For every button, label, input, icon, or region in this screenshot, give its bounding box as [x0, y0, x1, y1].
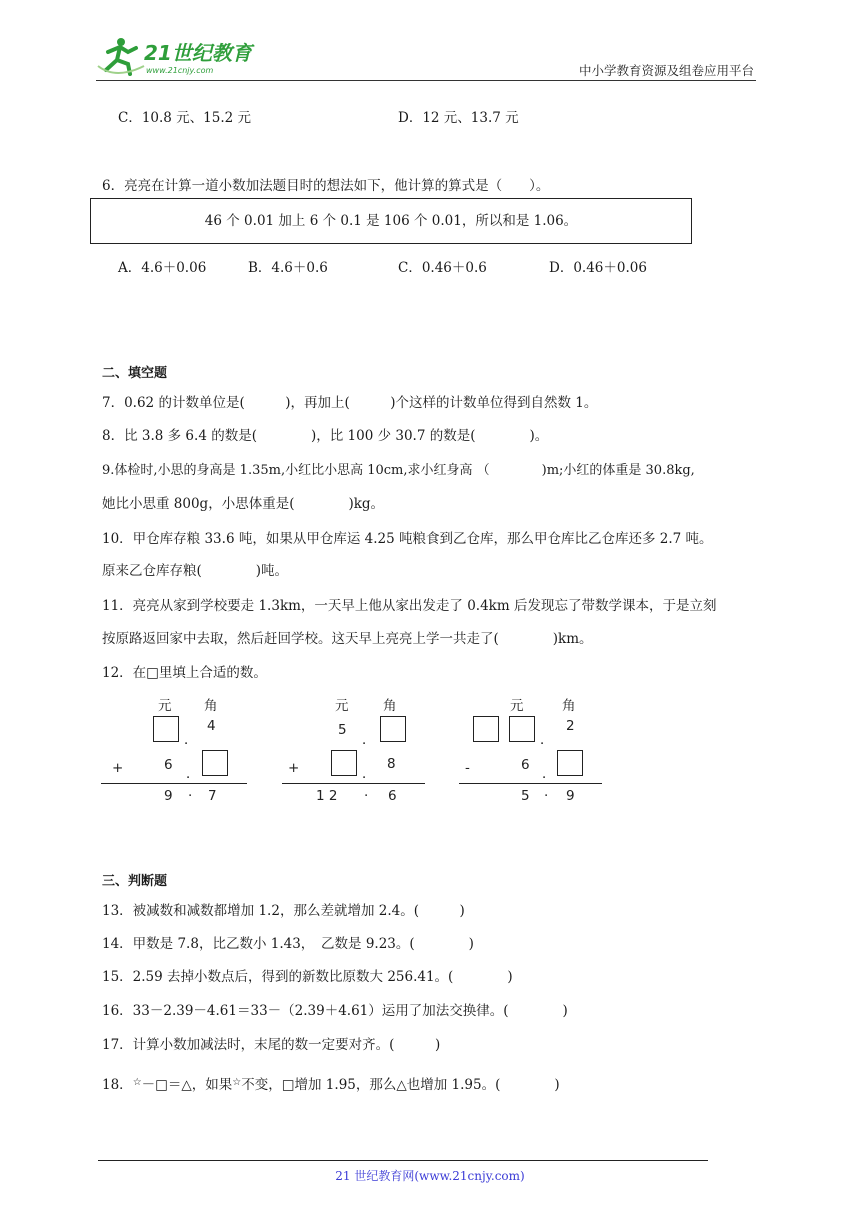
- calc2-top-int: 5: [338, 722, 347, 738]
- calc2-operator: +: [288, 760, 300, 776]
- header-divider: [96, 80, 756, 81]
- calc3-yuan-label: 元: [510, 698, 524, 714]
- q14-text: 14．甲数是 7.8，比乙数小 1.43， 乙数是 9.23。( ): [102, 936, 474, 952]
- q5-option-d: D．12 元、13.7 元: [398, 110, 519, 126]
- site-logo: [96, 36, 266, 78]
- calc1-dot-top: ．: [184, 732, 198, 748]
- calc3-result-int: 5: [521, 788, 530, 804]
- q6-option-d: D．0.46＋0.06: [549, 260, 647, 276]
- calc3-mid-digit: 6: [521, 757, 530, 773]
- q13-text: 13．被减数和减数都增加 1.2，那么差就增加 2.4。( ): [102, 903, 465, 919]
- q10-text-line2: 原来乙仓库存粮( )吨。: [102, 563, 289, 579]
- q11-text-line1: 11．亮亮从家到学校要走 1.3km，一天早上他从家出发走了 0.4km 后发现忘了带数学课本，于是立刻: [102, 598, 717, 614]
- footer-link[interactable]: 21 世纪教育网(www.21cnjy.com): [335, 1169, 525, 1183]
- calc2-result-dec: 6: [388, 788, 397, 804]
- q6-option-b: B．4.6＋0.6: [248, 260, 328, 276]
- calc2-blank-box-top[interactable]: [380, 716, 406, 742]
- q12-text: 12．在□里填上合适的数。: [102, 665, 267, 681]
- star-icon: ☆: [232, 1077, 242, 1088]
- q11-text-line2: 按原路返回家中去取，然后赶回学校。这天早上亮亮上学一共走了( )km。: [102, 631, 593, 647]
- q6-thought-text: 46 个 0.01 加上 6 个 0.1 是 106 个 0.01，所以和是 1.06。: [204, 213, 578, 229]
- calc2-result-dot: ·: [364, 788, 369, 804]
- q9-text-line1: 9.体检时,小思的身高是 1.35m,小红比小思高 10cm,求小红身高 （ )m;小红的体重是 30.8kg,: [102, 463, 695, 478]
- calc2-result-int: 1 2: [316, 788, 338, 804]
- q7-text: 7．0.62 的计数单位是( )，再加上( )个这样的计数单位得到自然数 1。: [102, 395, 598, 411]
- calc1-result-int: 9: [164, 788, 173, 804]
- calc3-result-dec: 9: [566, 788, 575, 804]
- calc2-dot-mid: ．: [362, 766, 376, 782]
- q16-text: 16．33－2.39－4.61＝33－（2.39＋4.61）运用了加法交换律。( ): [102, 1003, 568, 1019]
- calc1-sum-line: [101, 783, 247, 784]
- q6-stem: 6．亮亮在计算一道小数加法题目时的想法如下，他计算的算式是（ ）。: [102, 178, 550, 194]
- platform-label: 中小学教育资源及组卷应用平台: [578, 63, 754, 78]
- calc2-dot-top: ．: [362, 732, 376, 748]
- q18-number: 18．: [102, 1077, 133, 1093]
- q10-text-line1: 10．甲仓库存粮 33.6 吨，如果从甲仓库运 4.25 吨粮食到乙仓库，那么甲仓库比乙仓库还多 2.7 吨。: [102, 531, 713, 547]
- calc1-result-dot: ·: [188, 788, 193, 804]
- calc2-sum-line: [282, 783, 425, 784]
- calc1-top-decimal: 4: [207, 718, 216, 734]
- calc3-operator: -: [465, 760, 470, 776]
- svg-text:21世纪教育: 21世纪教育: [144, 41, 252, 65]
- calc1-blank-box-top[interactable]: [153, 716, 179, 742]
- q18-part-b: 不变，□增加 1.95，那么△也增加 1.95。( ): [241, 1077, 560, 1093]
- star-icon: ☆: [132, 1077, 142, 1088]
- calc1-yuan-label: 元: [158, 698, 172, 714]
- calc1-operator: +: [112, 760, 124, 776]
- q8-text: 8．比 3.8 多 6.4 的数是( )，比 100 少 30.7 的数是( )。: [102, 428, 549, 444]
- q6-option-a: A．4.6＋0.06: [118, 260, 207, 276]
- calc3-blank-box-tens[interactable]: [473, 716, 499, 742]
- q17-text: 17．计算小数加减法时，末尾的数一定要对齐。( ): [102, 1037, 441, 1053]
- calc1-blank-box-mid[interactable]: [202, 750, 228, 776]
- q9-text-line2: 她比小思重 800g，小思体重是( )kg。: [102, 496, 385, 512]
- calc3-diff-line: [459, 783, 602, 784]
- calc3-dot-top: ．: [540, 732, 554, 748]
- section-judgement-title: 三、判断题: [102, 874, 168, 889]
- calc3-blank-box-mid[interactable]: [557, 750, 583, 776]
- calc3-jiao-label: 角: [562, 698, 576, 714]
- calc3-top-decimal: 2: [566, 718, 575, 734]
- q18-text: [102, 1073, 560, 1093]
- calc2-yuan-label: 元: [335, 698, 349, 714]
- calc3-result-dot: ·: [544, 788, 549, 804]
- q5-option-c: C．10.8 元、15.2 元: [118, 110, 252, 126]
- calc2-mid-decimal: 8: [387, 756, 396, 772]
- calc1-jiao-label: 角: [204, 698, 218, 714]
- q6-option-c: C．0.46＋0.6: [398, 260, 487, 276]
- q18-part-a: －□＝△，如果: [141, 1077, 233, 1093]
- q6-thought-box: [90, 198, 692, 244]
- calc3-dot-mid: ．: [542, 766, 556, 782]
- footer-divider: [98, 1160, 708, 1161]
- calc2-blank-box-mid[interactable]: [331, 750, 357, 776]
- runner-logo-icon: [98, 38, 144, 74]
- calc1-mid-digit: 6: [164, 757, 173, 773]
- calc2-jiao-label: 角: [383, 698, 397, 714]
- calc1-result-dec: 7: [208, 788, 217, 804]
- calc1-dot-mid: ．: [186, 766, 200, 782]
- svg-text:www.21cnjy.com: www.21cnjy.com: [146, 66, 214, 75]
- calc3-blank-box-ones[interactable]: [509, 716, 535, 742]
- q15-text: 15．2.59 去掉小数点后，得到的新数比原数大 256.41。( ): [102, 969, 513, 985]
- section-fill-blank-title: 二、填空题: [102, 366, 168, 381]
